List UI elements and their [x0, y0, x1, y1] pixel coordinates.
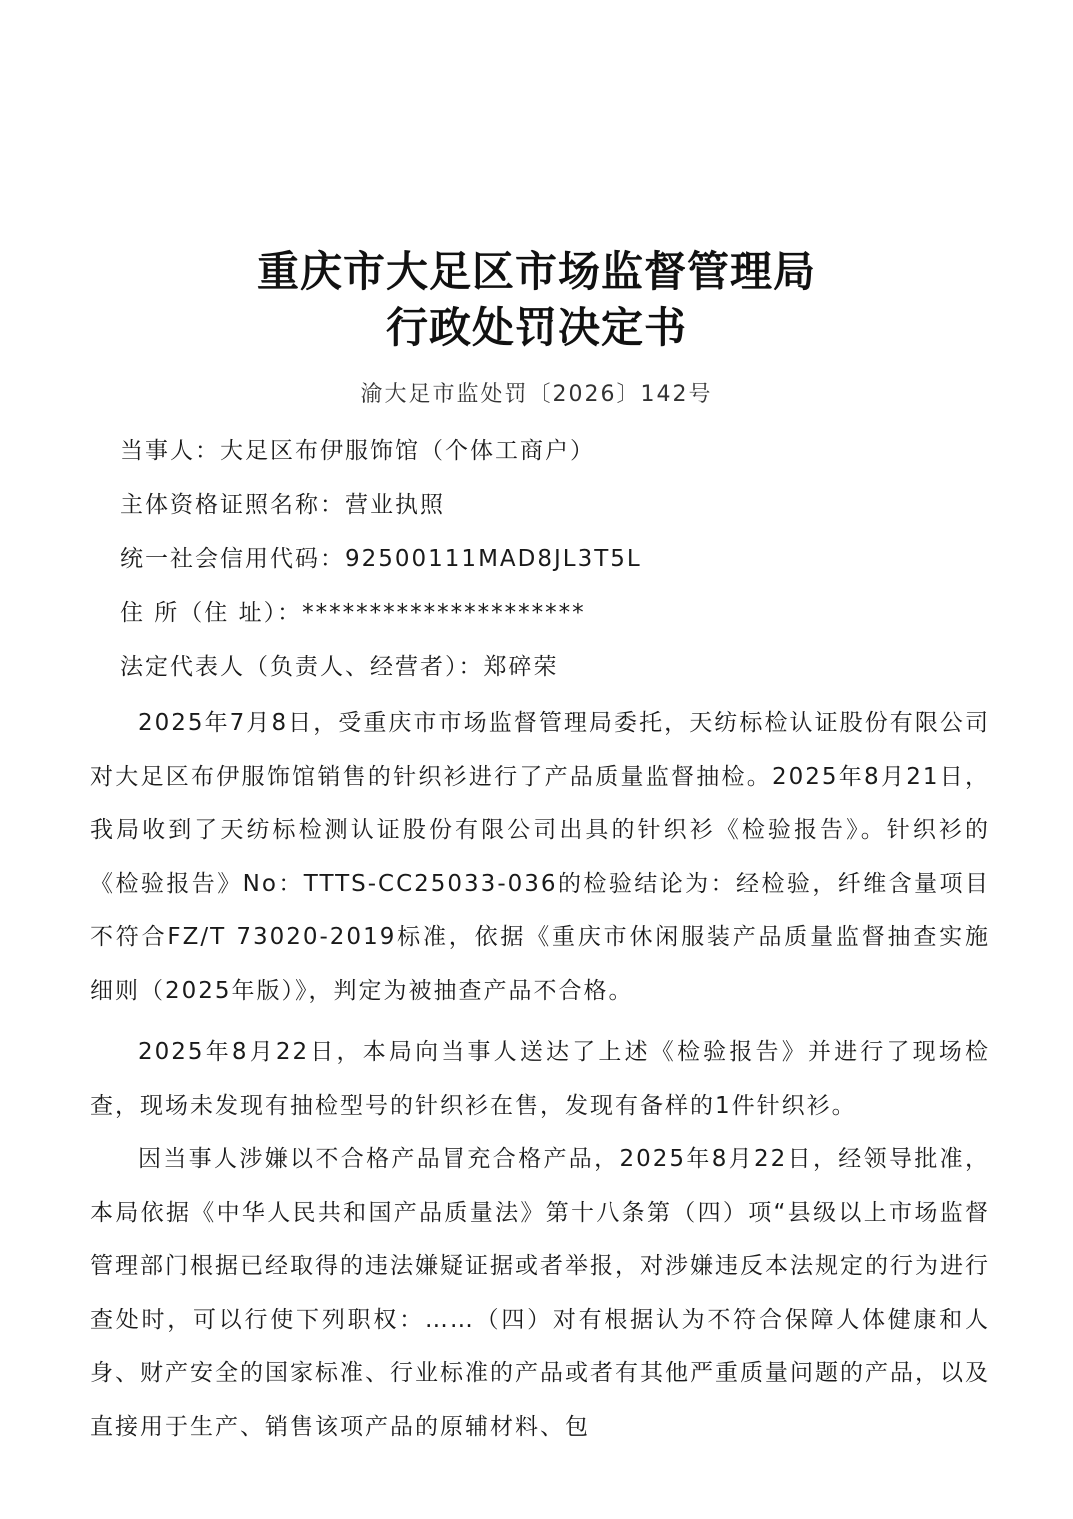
document-title-line1: 重庆市大足区市场监督管理局	[256, 247, 816, 296]
field-license-name: 主体资格证照名称：营业执照	[120, 492, 445, 518]
document-number: 渝大足市监处罚〔2026〕142号	[360, 382, 713, 407]
document-title-line2: 行政处罚决定书	[385, 303, 687, 352]
field-legal-representative: 法定代表人（负责人、经营者）：郑碎荣	[120, 654, 559, 680]
paragraph-legal-basis: 因当事人涉嫌以不合格产品冒充合格产品，2025年8月22日，经领导批准，本局依据《中华人民共和国产品质量法》第十八条第（四）项“县级以上市场监督管理部门根据已经取得的违法嫌疑证据或者举报，对涉嫌违反本法规定的行为进行查处时，可以行使下列职权：……（四）对有根据认为不符合保障人体健康和人身、财产安全的国家标准、行业标准的产品或者有其他严重质量问题的产品，以及直接用于生产、销售该项产品的原辅材料、包	[90, 1146, 990, 1440]
paragraph-site-check: 2025年8月22日，本局向当事人送达了上述《检验报告》并进行了现场检查，现场未发现有抽检型号的针织衫在售，发现有备样的1件针织衫。	[90, 1039, 990, 1119]
field-credit-code: 统一社会信用代码：92500111MAD8JL3T5L	[120, 546, 642, 572]
paragraph-inspection: 2025年7月8日，受重庆市市场监督管理局委托，天纺标检认证股份有限公司对大足区布伊服饰馆销售的针织衫进行了产品质量监督抽检。2025年8月21日，我局收到了天纺标检测认证股份有限公司出具的针织衫《检验报告》。针织衫的《检验报告》No：TTTS-CC25033-036的检验结论为：经检验，纤维含量项目不符合FZ/T 73020-2019标准，依据《重庆市休闲服装产品质量监督抽查实施细则（2025年版）》，判定为被抽查产品不合格。	[90, 710, 990, 1004]
field-party: 当事人：大足区布伊服饰馆（个体工商户）	[120, 438, 595, 464]
field-address: 住 所（住 址）：*********************	[120, 600, 586, 626]
